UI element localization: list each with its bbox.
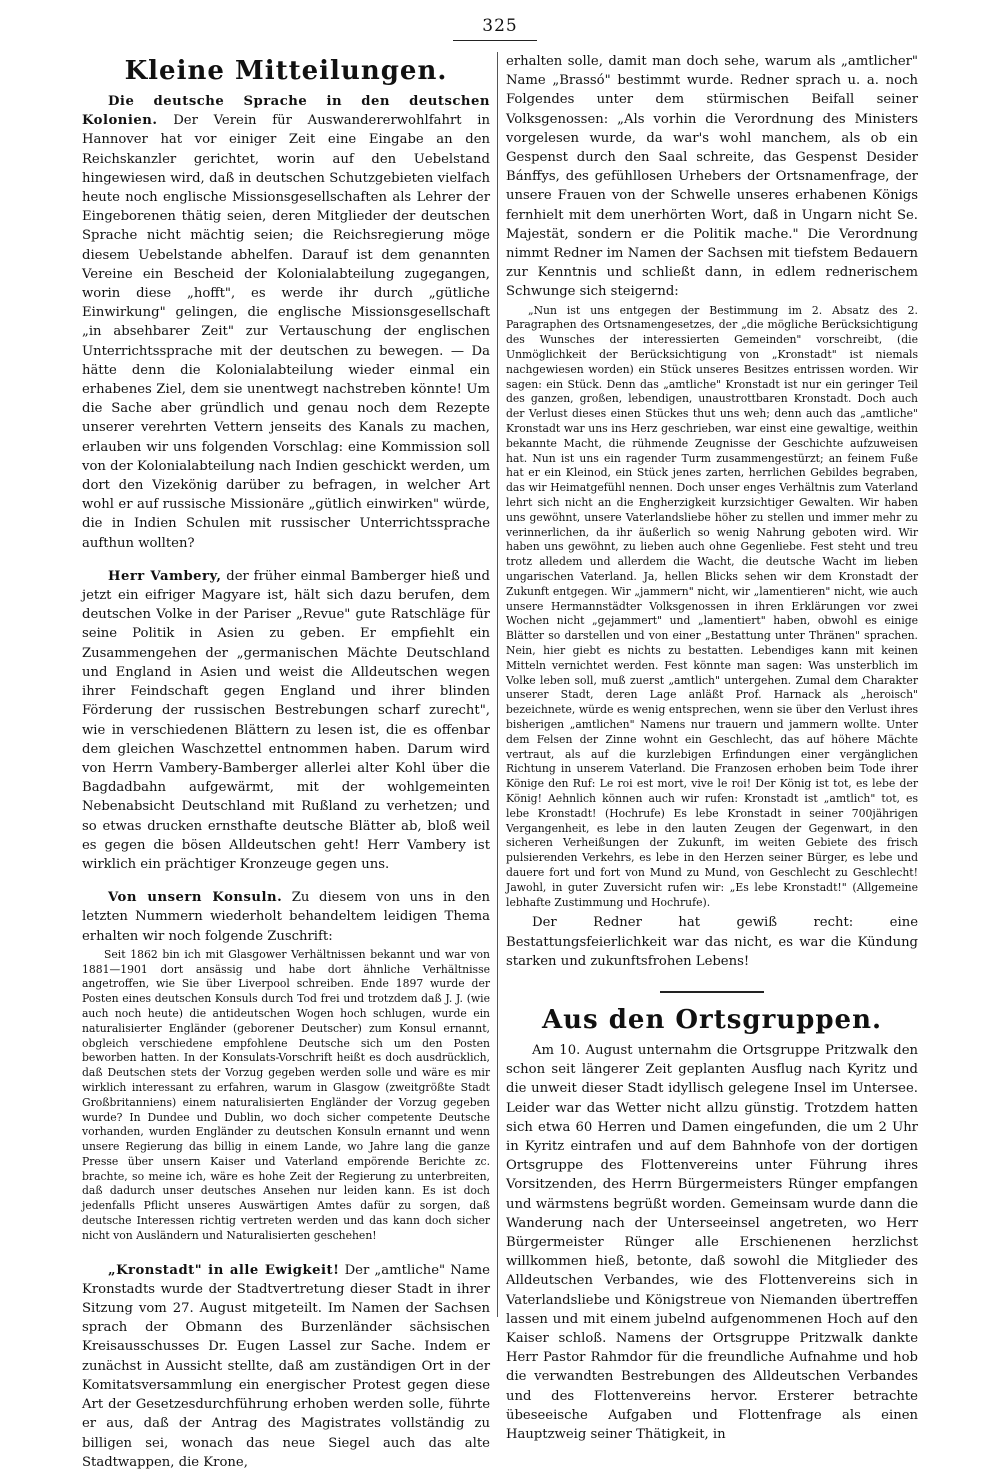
article-lead: Die deutsche Sprache in den deutschen Kolonien. [82,94,490,129]
article-lead: Von unsern Konsuln. [108,890,283,906]
article-lead: Herr Vambery, [108,568,222,584]
page-number-rule [453,40,537,41]
section-separator [660,991,764,993]
section-title-ortsgruppen: Aus den Ortsgruppen. [541,1004,883,1035]
left-column [82,52,490,1472]
page-number: 325 [482,16,518,36]
article-text: Zu diesem von uns in den letzten Nummern wiederholt behandeltem leidigen Thema erhalten wir noch folgende Zuschrift: [82,890,490,944]
article-vambery [82,567,490,874]
article-pritzwalk: Am 10. August unternahm die Ortsgruppe Pritzwalk den schon seit längerer Zeit geplanten Ausflug nach Kyritz und die unweit dieser Stadt idyllisch gelegene Insel im Untersee. Leider war das Wetter nicht allzu günstig. Trotzdem hatten sich etwa 60 Herren und Damen eingefunden, die um 2 Uhr in Kyritz eintrafen und auf dem Bahnhofe von der dortigen Ortsgruppe des Flottenvereins unter Führung ihres Vorsitzenden, des Herrn Bürgermeisters Rünger empfangen und wärmstens begrüßt worden. Gemeinsam wurde dann die Wanderung nach der Unterseeinsel angetreten, wo Herr Bürgermeister Rünger alle Erschienenen herzlichst willkommen hieß, betonte, daß sowohl die Mitglieder des Alldeutschen Verbandes, wie des Flottenvereins sich in Vaterlandsliebe und Königstreue von Niemanden übertreffen lassen und mit einem jubelnd aufgenommenen Hoch auf den Kaiser schloß. Namens der Ortsgruppe Pritzwalk dankte Herr Pastor Rahmdor für die freundliche Aufnahme und hob die verwandten Bestrebungen des Alldeutschen Verbandes und des Flottenvereins hervor. Ersterer betrachte übeseeische Aufgaben und Flottenfrage als einen Hauptzweig seiner Thätigkeit, in [506,1042,918,1442]
article-konsuln [82,888,490,946]
article-text: Der „amtliche" Name Kronstadts wurde der Stadtvertretung dieser Stadt in ihrer Sitzung vom 27. August mitgeteilt. Im Namen der Sachsen sprach der Obmann des Burzenländer sächsischen Kreisausschusses Dr. Eugen Lassel zur Sache. Indem er zunächst in Aussicht stellte, daß am zuständigen Ort in der Komitatsversammlung ein energischer Protest gegen diese Art der Gesetzesdurchführung erhoben werden solle, führte er aus, daß der Antrag des Magistrates vollständig zu billigen sei, wonach das neue Siegel auch das alte Stadtwappen, die Krone, [82,1262,490,1470]
column-divider [497,52,498,1317]
section-title-kleine-mitteilungen: Kleine Mitteilungen. [124,56,448,86]
right-column [506,52,918,1444]
article-lead: „Kronstadt" in alle Ewigkeit! [108,1262,340,1278]
article-deutsche-sprache [82,92,490,553]
article-text: der früher einmal Bamberger hieß und jetzt ein eifriger Magyare ist, hält sich dazu berufen, dem deutschen Volke in der Pariser „Revue" gute Ratschläge für seine Politik in Asien zu geben. Er empfiehlt ein Zusammengehen der „germanischen Mächte Deutschland und England in Asien und weist die Alldeutschen wegen ihrer Feindschaft gegen England und ihrer blinden Förderung der russischen Bestrebungen scharf zurecht", wie in verschiedenen Blättern zu lesen ist, die es offenbar dem gleichen Waschzettel entnommen haben. Darum wird von Herrn Vambery-Bamberger allerlei alter Kohl über die Bagdadbahn aufgewärmt, mit der wohlgemeinten Nebenabsicht Deutschland mit Rußland zu verhetzen; und so etwas drucken ernsthafte deutsche Blätter ab, bloß weil es gegen die bösen Alldeutschen geht! Herr Vambery ist wirklich ein prächtiger Kronzeuge gegen uns. [82,568,490,872]
kronstadt-speech: „Nun ist uns entgegen der Bestimmung im 2. Absatz des 2. Paragraphen des Ortsnamengesetzes, der „die mögliche Berücksichtigung des Wunsches der interessierten Gemeinden" vorschreibt, (die Unmöglichkeit der Berücksichtigung von „Kronstadt" ist niemals nachgewiesen worden) ein Stück unseres Besitzes entrissen worden. Wir sagen: ein Stück. Denn das „amtliche" Kronstadt ist nur ein geringer Teil des ganzen, großen, lebendigen, unaustrottbaren Kronstadt. Doch auch der Verlust dieses einen Stückes thut uns weh; denn auch das „amtliche" Kronstadt war uns ins Herz geschrieben, war einst eine gewaltige, weithin bekannte Macht, die rühmende Zeugnisse der Geschichte aufzuweisen hat. Nun ist uns ein ragender Turm zusammengestürzt; an feinem Fuße hat er ein Kleinod, ein Stück jenes zarten, herrlichen Gebildes begraben, das wir Heimatgefühl nennen. Doch unser enges Verhältnis zum Vaterland lehrt sich nicht an die Engherzigkeit kurzsichtiger Gewalten. Wir haben uns gewöhnt, unsere Vaterlandsliebe höher zu stellen und immer mehr zu verinnerlichen, da ihr äußerlich so wenig Nahrung geboten wird. Wir haben uns gewöhnt, zu lieben auch ohne Gegenliebe. Fest steht und treu trotz alledem und allerdem die Wacht, die deutsche Wacht im lieben ungarischen Vaterland. Ja, hellen Blicks sehen wir dem Kronstadt der Zukunft entgegen. Wir „jammern" nicht, wir „lamentieren" nicht, wie auch unsere Hermannstädter Volksgenossen in ihren Erklärungen vor zwei Wochen nicht „gejammert" und „lamentiert" haben, obwohl es einige Blätter so darstellen und von einer „Bestattung unter Thränen" sprachen. Nein, hier giebt es nichts zu bestatten. Lebendiges kann mit keinen Mitteln vernichtet werden. Fest könnte man sagen: Was unsterblich im Volke leben soll, muß zuerst „amtlich" untergehen. Zumal dem Charakter unserer Stadt, deren Lage anläßt Prof. Harnack als „heroisch" bezeichnete, würde es wenig entsprechen, wenn sie über den Verlust ihres bisherigen „amtlichen" Namens nur trauern und jammern wollte. Unter dem Felsen der Zinne wohnt ein Geschlecht, das auf höhere Mächte vertraut, als auf die kurzlebigen Erfindungen einer vergänglichen Richtung in unserem Vaterland. Die Franzosen erhoben beim Tode ihrer Könige den Ruf: Le roi est mort, vive le roi! Der König ist tot, es lebe der König! Aehnlich können auch wir rufen: Kronstadt ist „amtlich" tot, es lebe Kronstadt! (Hochrufe) Es lebe Kronstadt in seiner 700jährigen Vergangenheit, es lebe in den lauten Zeugen der Gegenwart, in den sicheren Verheißungen der Zukunft, im weiten Gebiete des frisch pulsierenden Verkehrs, es lebe in den Herzen seiner Bürger, es lebe und dauere fort und fort von Mund zu Mund, von Geschlecht zu Geschlecht! Jawohl, in guter Zuversicht rufen wir: „Es lebe Kronstadt!" (Allgemeine lebhafte Zustimmung und Hochrufe). [506,303,918,909]
kronstadt-closing: Der Redner hat gewiß recht: eine Bestattungsfeierlichkeit war das nicht, es war die Kündung starken und zukunftsfrohen Lebens! [506,915,918,969]
kronstadt-continuation: erhalten solle, damit man doch sehe, warum als „amtlicher" Name „Brassó" bestimmt wurde. Redner sprach u. a. noch Folgendes unter dem stürmischen Beifall seiner Volksgenossen: „Als vorhin die Verordnung des Ministers vorgelesen wurde, da war's wohl manchem, als ob ein Gespenst durch den Saal schreite, das Gespenst Desider Bánffys, des gefühllosen Urhebers der Ortsnamenfrage, der unsere Frauen von der Schwelle unseres erhabenen Königs fernhielt mit dem unerhörten Wort, daß in Ungarn nicht Se. Majestät, sondern er die Politik mache." Die Verordnung nimmt Redner im Namen der Sachsen mit tiefstem Bedauern zur Kenntnis und schließt dann, in edlem rednerischem Schwunge sich steigernd: [506,54,918,300]
quoted-letter: Seit 1862 bin ich mit Glasgower Verhältnissen bekannt und war von 1881—1901 dort ansässig und habe dort ähnliche Verhältnisse angetroffen, wie Sie über Liverpool schreiben. Ende 1897 wurde der Posten eines deutschen Konsuls durch Tod frei und trotzdem daß J. J. (wie auch noch heute) die antideutschen Wogen hoch schlugen, wurde ein naturalisierter Engländer (geborener Deutscher) zum Konsul ernannt, obgleich verschiedene empfohlene Deutsche sich um den Posten beworben hatten. In der Konsulats-Vorschrift heißt es doch ausdrücklich, daß Deutschen stets der Vorzug gegeben werden solle und wäre es mir wirklich interessant zu erfahren, warum in Glasgow (zweitgrößte Stadt Großbritanniens) einem naturalisierten Engländer der Vorzug gegeben wurde? In Dundee und Dublin, wo doch sicher competente Deutsche vorhanden, wurden Engländer zu deutschen Konsuln ernannt und wenn unsere Regierung das billig in einem Lande, wo Jahre lang die ganze Presse über unsern Kaiser und Vaterland empörende Berichte zc. brachte, so meine ich, wäre es hohe Zeit der Regierung zu unterbreiten, daß dadurch unser deutsches Ansehen nur leiden kann. Es ist doch jedenfalls Pflicht unseres Auswärtigen Amtes dafür zu sorgen, daß deutsche Interessen richtig vertreten werden und das kann doch sicher nicht von Ausländern und Naturalisierten geschehen! [82,947,490,1242]
article-kronstadt [82,1261,490,1472]
article-text: Der Verein für Auswandererwohlfahrt in Hannover hat vor einiger Zeit eine Eingabe an den Reichskanzler gerichtet, worin auf den Uebelstand hingewiesen wird, daß in deutschen Schutzgebieten vielfach heute noch englische Missionsgesellschaften als Lehrer der Eingeborenen thätig seien, deren Mitglieder der deutschen Sprache nicht mächtig seien; die Reichsregierung möge diesem Uebelstande abhelfen. Darauf ist dem genannten Vereine ein Bescheid der Kolonialabteilung zugegangen, worin diese „hofft", es werde ihr durch „gütliche Einwirkung" gelingen, die englische Missionsgesellschaft „in absehbarer Zeit" zur Vertauschung der englischen Unterrichtssprache mit der deutschen zu bewegen. — Da hätte denn die Kolonialabteilung wieder einmal ein erhabenes Ziel, dem sie unentwegt nachstreben könnte! Um die Sache aber gründlich und genau noch dem Rezepte unserer verehrten Vettern jenseits des Kanals zu machen, erlauben wir uns folgenden Vorschlag: eine Kommission soll von der Kolonialabteilung nach Indien geschickt werden, um dort den Vizekönig darüber zu befragen, in welcher Art wohl er auf russische Missionäre „gütlich einwirken" würde, die in Indien Schulen mit russischer Unterrichtssprache aufthun wollten? [82,113,490,551]
